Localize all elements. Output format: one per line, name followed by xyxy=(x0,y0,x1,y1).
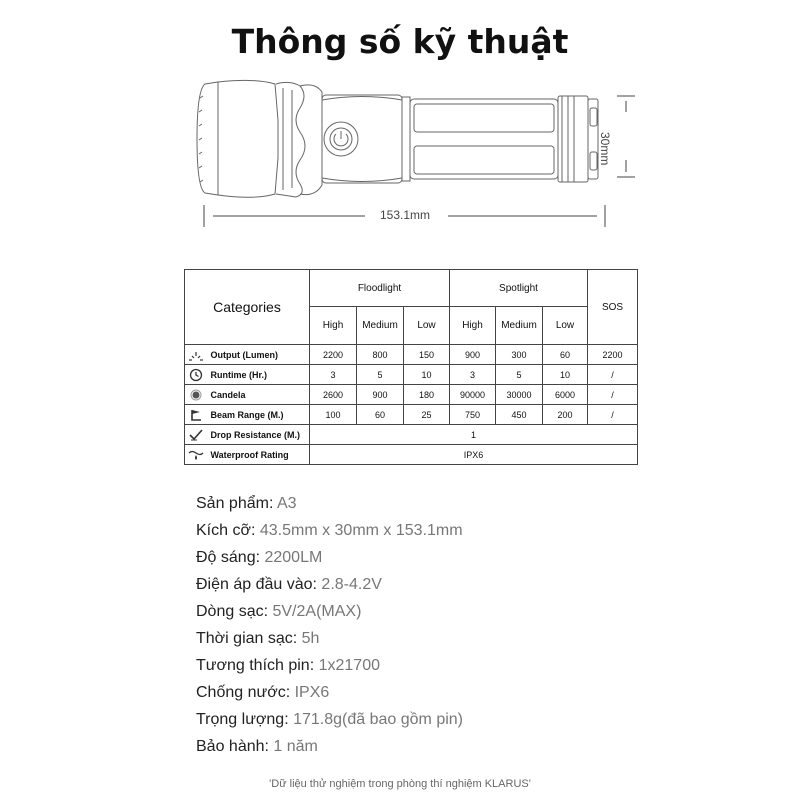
table-cell: 6000 xyxy=(543,385,588,405)
table-row xyxy=(185,385,638,405)
table-cell: 60 xyxy=(357,405,404,425)
categories-header: Categories xyxy=(185,270,310,345)
table-cell: 2200 xyxy=(588,345,638,365)
spec-item xyxy=(196,544,696,571)
spec-list xyxy=(196,490,696,760)
table-cell: / xyxy=(588,365,638,385)
sub-header-cell: Medium xyxy=(357,307,404,345)
table-cell: 60 xyxy=(543,345,588,365)
spec-item xyxy=(196,571,696,598)
table-cell: 5 xyxy=(357,365,404,385)
table-cell: 150 xyxy=(404,345,450,365)
spec-key: Kích cỡ: xyxy=(196,522,260,539)
table-cell: 5 xyxy=(496,365,543,385)
spec-item xyxy=(196,679,696,706)
spec-key: Chống nước: xyxy=(196,684,295,701)
spec-key: Tương thích pin: xyxy=(196,657,319,674)
sub-header-cell: High xyxy=(310,307,357,345)
table-cell: 200 xyxy=(543,405,588,425)
diameter-dimension-label: 30mm xyxy=(598,132,612,166)
table-cell: 3 xyxy=(450,365,496,385)
sub-header-cell: Medium xyxy=(496,307,543,345)
table-cell: 900 xyxy=(357,385,404,405)
spec-key: Thời gian sạc: xyxy=(196,630,302,647)
flashlight-drawing xyxy=(180,70,640,230)
spec-item xyxy=(196,625,696,652)
sos-header: SOS xyxy=(588,270,638,345)
table-cell: 900 xyxy=(450,345,496,365)
spec-value: IPX6 xyxy=(294,684,330,701)
row-label: Candela xyxy=(207,385,310,405)
spec-value: 1 năm xyxy=(273,738,318,755)
table-cell: 300 xyxy=(496,345,543,365)
row-label: Runtime (Hr.) xyxy=(207,365,310,385)
spec-key: Trọng lượng: xyxy=(196,711,294,728)
spec-value: 5V/2A(MAX) xyxy=(272,603,362,620)
table-cell: 450 xyxy=(496,405,543,425)
table-cell: 100 xyxy=(310,405,357,425)
table-cell: 30000 xyxy=(496,385,543,405)
table-cell: 1 xyxy=(310,425,638,445)
table-cell: / xyxy=(588,385,638,405)
table-cell: 10 xyxy=(543,365,588,385)
spec-item xyxy=(196,517,696,544)
table-row xyxy=(185,365,638,385)
table-cell: 2600 xyxy=(310,385,357,405)
output-icon xyxy=(185,345,207,365)
table-cell: 10 xyxy=(404,365,450,385)
spec-key: Độ sáng: xyxy=(196,549,265,566)
drop-resistance-icon xyxy=(185,425,207,445)
spec-key: Dòng sạc: xyxy=(196,603,273,620)
spec-key: Điện áp đầu vào: xyxy=(196,576,322,593)
table-row xyxy=(185,345,638,365)
spec-item xyxy=(196,733,696,760)
table-cell: 800 xyxy=(357,345,404,365)
lab-data-footnote: 'Dữ liệu thử nghiệm trong phòng thí nghiệm KLARUS' xyxy=(269,778,531,790)
spec-item xyxy=(196,706,696,733)
row-label: Drop Resistance (M.) xyxy=(207,425,310,445)
table-row xyxy=(185,405,638,425)
table-cell: IPX6 xyxy=(310,445,638,465)
spec-item xyxy=(196,490,696,517)
spec-item xyxy=(196,652,696,679)
waterproof-icon xyxy=(185,445,207,465)
floodlight-header: Floodlight xyxy=(310,270,450,307)
table-cell: 2200 xyxy=(310,345,357,365)
sub-header-cell: Low xyxy=(404,307,450,345)
table-cell: / xyxy=(588,405,638,425)
table-cell: 3 xyxy=(310,365,357,385)
spec-value: 1x21700 xyxy=(318,657,380,674)
spec-value: 171.8g(đã bao gồm pin) xyxy=(293,711,463,728)
row-label: Output (Lumen) xyxy=(207,345,310,365)
sub-header-cell: High xyxy=(450,307,496,345)
spec-item xyxy=(196,598,696,625)
page-title: Thông số kỹ thuật xyxy=(231,22,569,61)
spec-value: 2.8-4.2V xyxy=(321,576,382,593)
table-cell: 180 xyxy=(404,385,450,405)
spotlight-header: Spotlight xyxy=(450,270,588,307)
clock-icon xyxy=(185,365,207,385)
length-dimension-label: 153.1mm xyxy=(379,208,431,222)
table-cell: 750 xyxy=(450,405,496,425)
table-row xyxy=(185,445,638,465)
spec-key: Bảo hành: xyxy=(196,738,274,755)
table-row xyxy=(185,425,638,445)
spec-table xyxy=(184,269,638,465)
row-label: Waterproof Rating xyxy=(207,445,310,465)
spec-value: 5h xyxy=(301,630,320,647)
row-label: Beam Range (M.) xyxy=(207,405,310,425)
table-cell: 90000 xyxy=(450,385,496,405)
spec-value: 43.5mm x 30mm x 153.1mm xyxy=(259,522,463,539)
spec-value: A3 xyxy=(276,495,297,512)
sub-header-cell: Low xyxy=(543,307,588,345)
candela-icon xyxy=(185,385,207,405)
table-cell: 25 xyxy=(404,405,450,425)
beam-range-icon xyxy=(185,405,207,425)
spec-key: Sản phẩm: xyxy=(196,495,277,512)
spec-value: 2200LM xyxy=(264,549,323,566)
